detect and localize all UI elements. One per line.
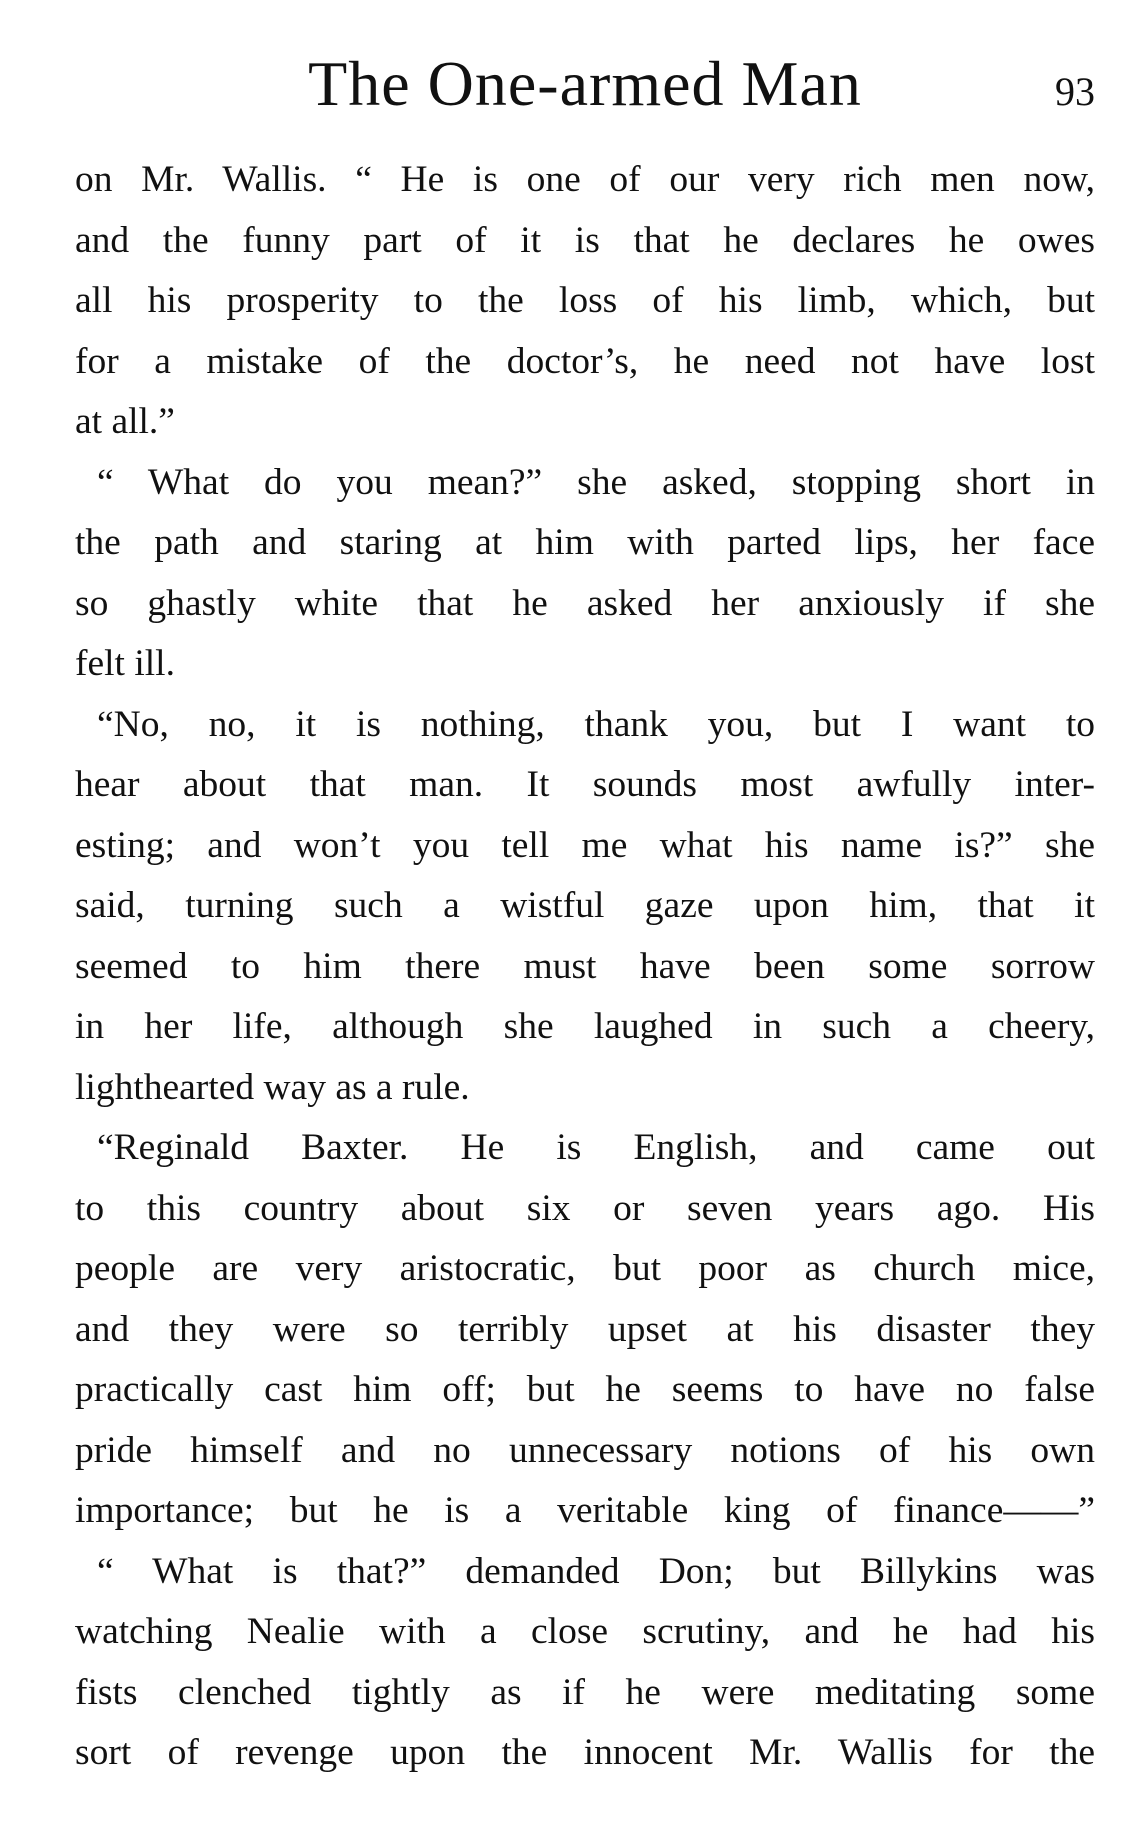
text-line: and they were so terribly upset at his disaster they — [75, 1308, 1095, 1350]
text-line: so ghastly white that he asked her anxiously if she — [75, 582, 1095, 624]
body-text — [75, 150, 1095, 1784]
page-number: 93 — [1055, 69, 1095, 114]
running-head — [75, 44, 1095, 124]
text-line: people are very aristocratic, but poor as church mice, — [75, 1248, 1095, 1289]
text-line: felt ill. — [75, 643, 175, 684]
text-line: “ What do you mean?” she asked, stopping short in — [97, 461, 1095, 503]
text-line: for a mistake of the doctor’s, he need not have lost — [75, 340, 1095, 382]
text-line: “ What is that?” demanded Don; but Billykins was — [97, 1550, 1095, 1592]
text-line: importance; but he is a veritable king of finance——” — [75, 1490, 1095, 1531]
text-line: on Mr. Wallis. “ He is one of our very rich men now, — [75, 159, 1095, 200]
text-line: at all.” — [75, 401, 175, 442]
text-line: and the funny part of it is that he declares he owes — [75, 219, 1095, 261]
text-line: hear about that man. It sounds most awfully inter- — [75, 764, 1095, 805]
text-line: the path and staring at him with parted lips, her face — [75, 522, 1095, 563]
text-line: pride himself and no unnecessary notions of his own — [75, 1429, 1095, 1471]
text-line: “Reginald Baxter. He is English, and came out — [97, 1127, 1095, 1168]
text-line: lighthearted way as a rule. — [75, 1066, 470, 1108]
text-line: watching Nealie with a close scrutiny, and he had his — [75, 1611, 1095, 1652]
text-line: to this country about six or seven years ago. His — [75, 1187, 1095, 1229]
text-line: “No, no, it is nothing, thank you, but I want to — [97, 703, 1095, 745]
text-line: in her life, although she laughed in such a cheery, — [75, 1006, 1095, 1047]
running-title: The One-armed Man — [308, 48, 862, 119]
text-line: practically cast him off; but he seems to have no false — [75, 1369, 1095, 1410]
text-line: fists clenched tightly as if he were meditating some — [75, 1671, 1095, 1713]
text-line: all his prosperity to the loss of his limb, which, but — [75, 280, 1095, 321]
text-line: esting; and won’t you tell me what his name is?” she — [75, 824, 1095, 866]
text-line: sort of revenge upon the innocent Mr. Wallis for the — [75, 1732, 1095, 1773]
text-line: seemed to him there must have been some sorrow — [75, 945, 1095, 987]
text-line: said, turning such a wistful gaze upon him, that it — [75, 885, 1095, 926]
